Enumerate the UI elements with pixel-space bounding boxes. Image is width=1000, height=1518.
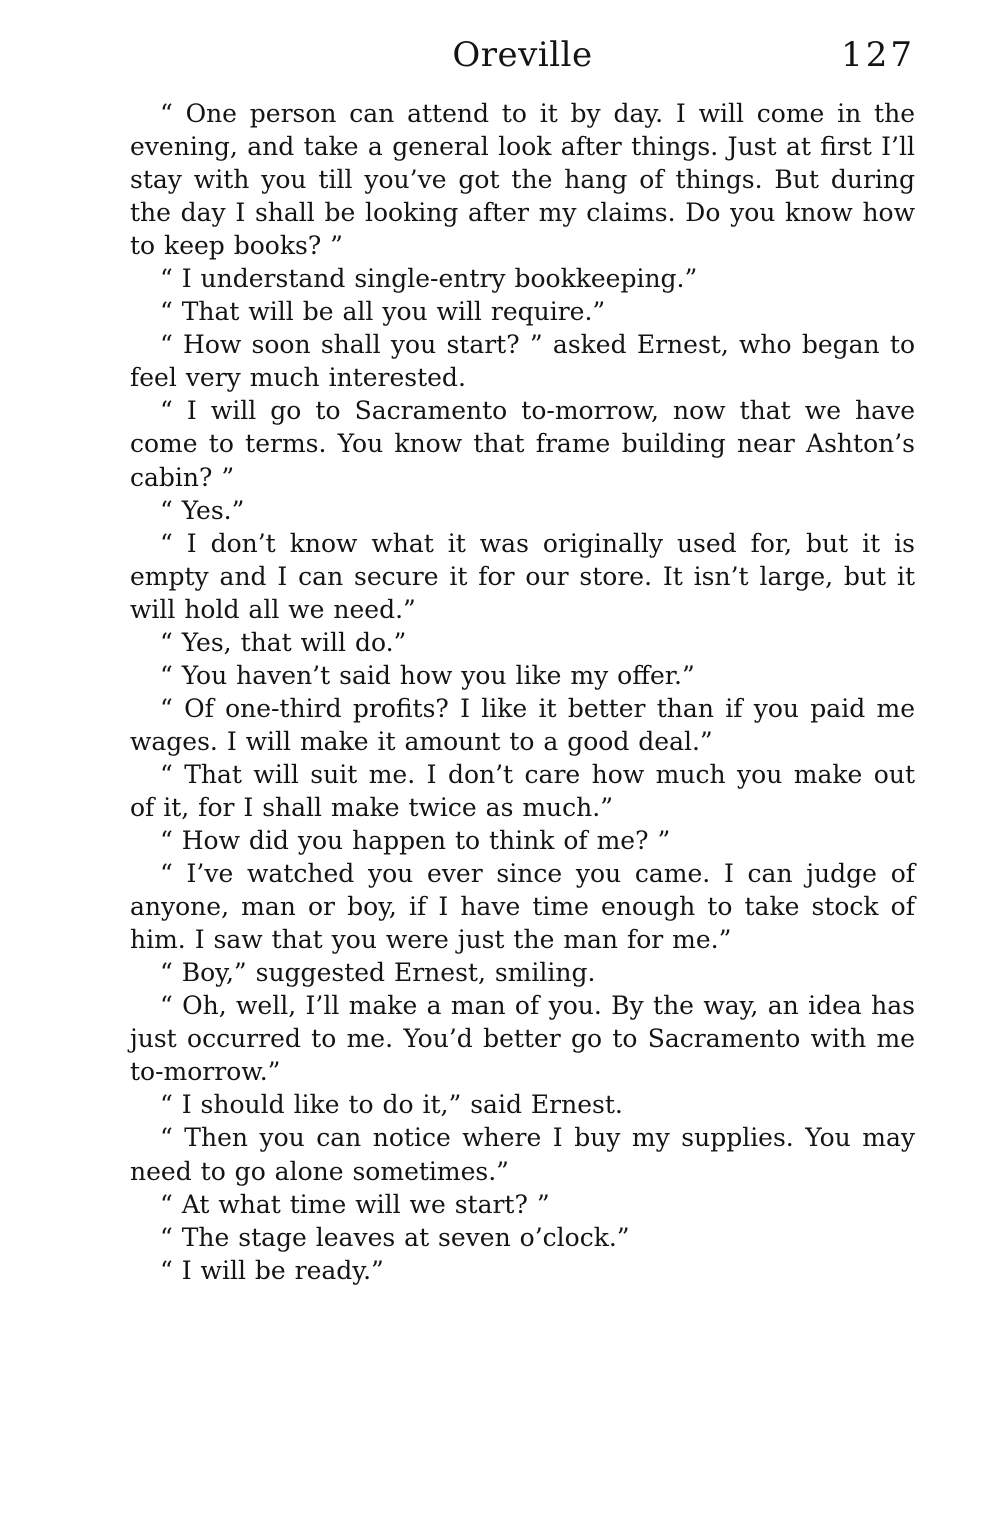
paragraph: “ Yes.” xyxy=(160,495,245,525)
paragraph: “ I don’t know what it was originally used for, but it is empty and I can secure it for our store. It isn’t large, but it will hold all we need.” xyxy=(130,528,915,624)
paragraph: “ How soon shall you start? ” asked Ernest, who began to feel very much interested. xyxy=(130,330,915,393)
paragraph: “ I’ve watched you ever since you came. I can judge of anyone, man or boy, if I have time enough to take stock of him. I saw that you were just the man for me.” xyxy=(130,859,915,955)
paragraph: “ You haven’t said how you like my offer.” xyxy=(160,660,695,690)
running-title: Oreville xyxy=(452,35,593,75)
paragraph: “ At what time will we start? ” xyxy=(160,1189,550,1219)
paragraph: “ Oh, well, I’ll make a man of you. By the way, an idea has just occurred to me. You’d better go to Sacramento with me to-morrow.” xyxy=(130,991,915,1087)
paragraph: “ That will be all you will require.” xyxy=(160,297,606,327)
body-text xyxy=(130,97,915,1287)
paragraph: “ I will be ready.” xyxy=(160,1255,384,1285)
paragraph: “ That will suit me. I don’t care how much you make out of it, for I shall make twice as much.” xyxy=(130,759,915,822)
paragraph: “ One person can attend to it by day. I will come in the evening, and take a general look after things. Just at first I’ll stay with you till you’ve got the hang of things. But during the day I shall be looking after my claims. Do you know how to keep books? ” xyxy=(130,99,915,261)
paragraph: “ How did you happen to think of me? ” xyxy=(160,826,671,856)
paragraph: “ I should like to do it,” said Ernest. xyxy=(160,1090,623,1120)
paragraph: “ The stage leaves at seven o’clock.” xyxy=(160,1222,630,1252)
paragraph: “ Yes, that will do.” xyxy=(160,627,407,657)
paragraph: “ Boy,” suggested Ernest, smiling. xyxy=(160,958,596,988)
paragraph: “ I understand single-entry bookkeeping.” xyxy=(160,264,698,294)
paragraph: “ Of one-third profits? I like it better than if you paid me wages. I will make it amount to a good deal.” xyxy=(130,693,915,756)
page-header xyxy=(130,30,915,80)
paragraph: “ Then you can notice where I buy my supplies. You may need to go alone sometimes.” xyxy=(130,1123,915,1186)
page-number: 127 xyxy=(841,35,915,75)
paragraph: “ I will go to Sacramento to-morrow, now that we have come to terms. You know that frame building near Ashton’s cabin? ” xyxy=(130,396,915,492)
